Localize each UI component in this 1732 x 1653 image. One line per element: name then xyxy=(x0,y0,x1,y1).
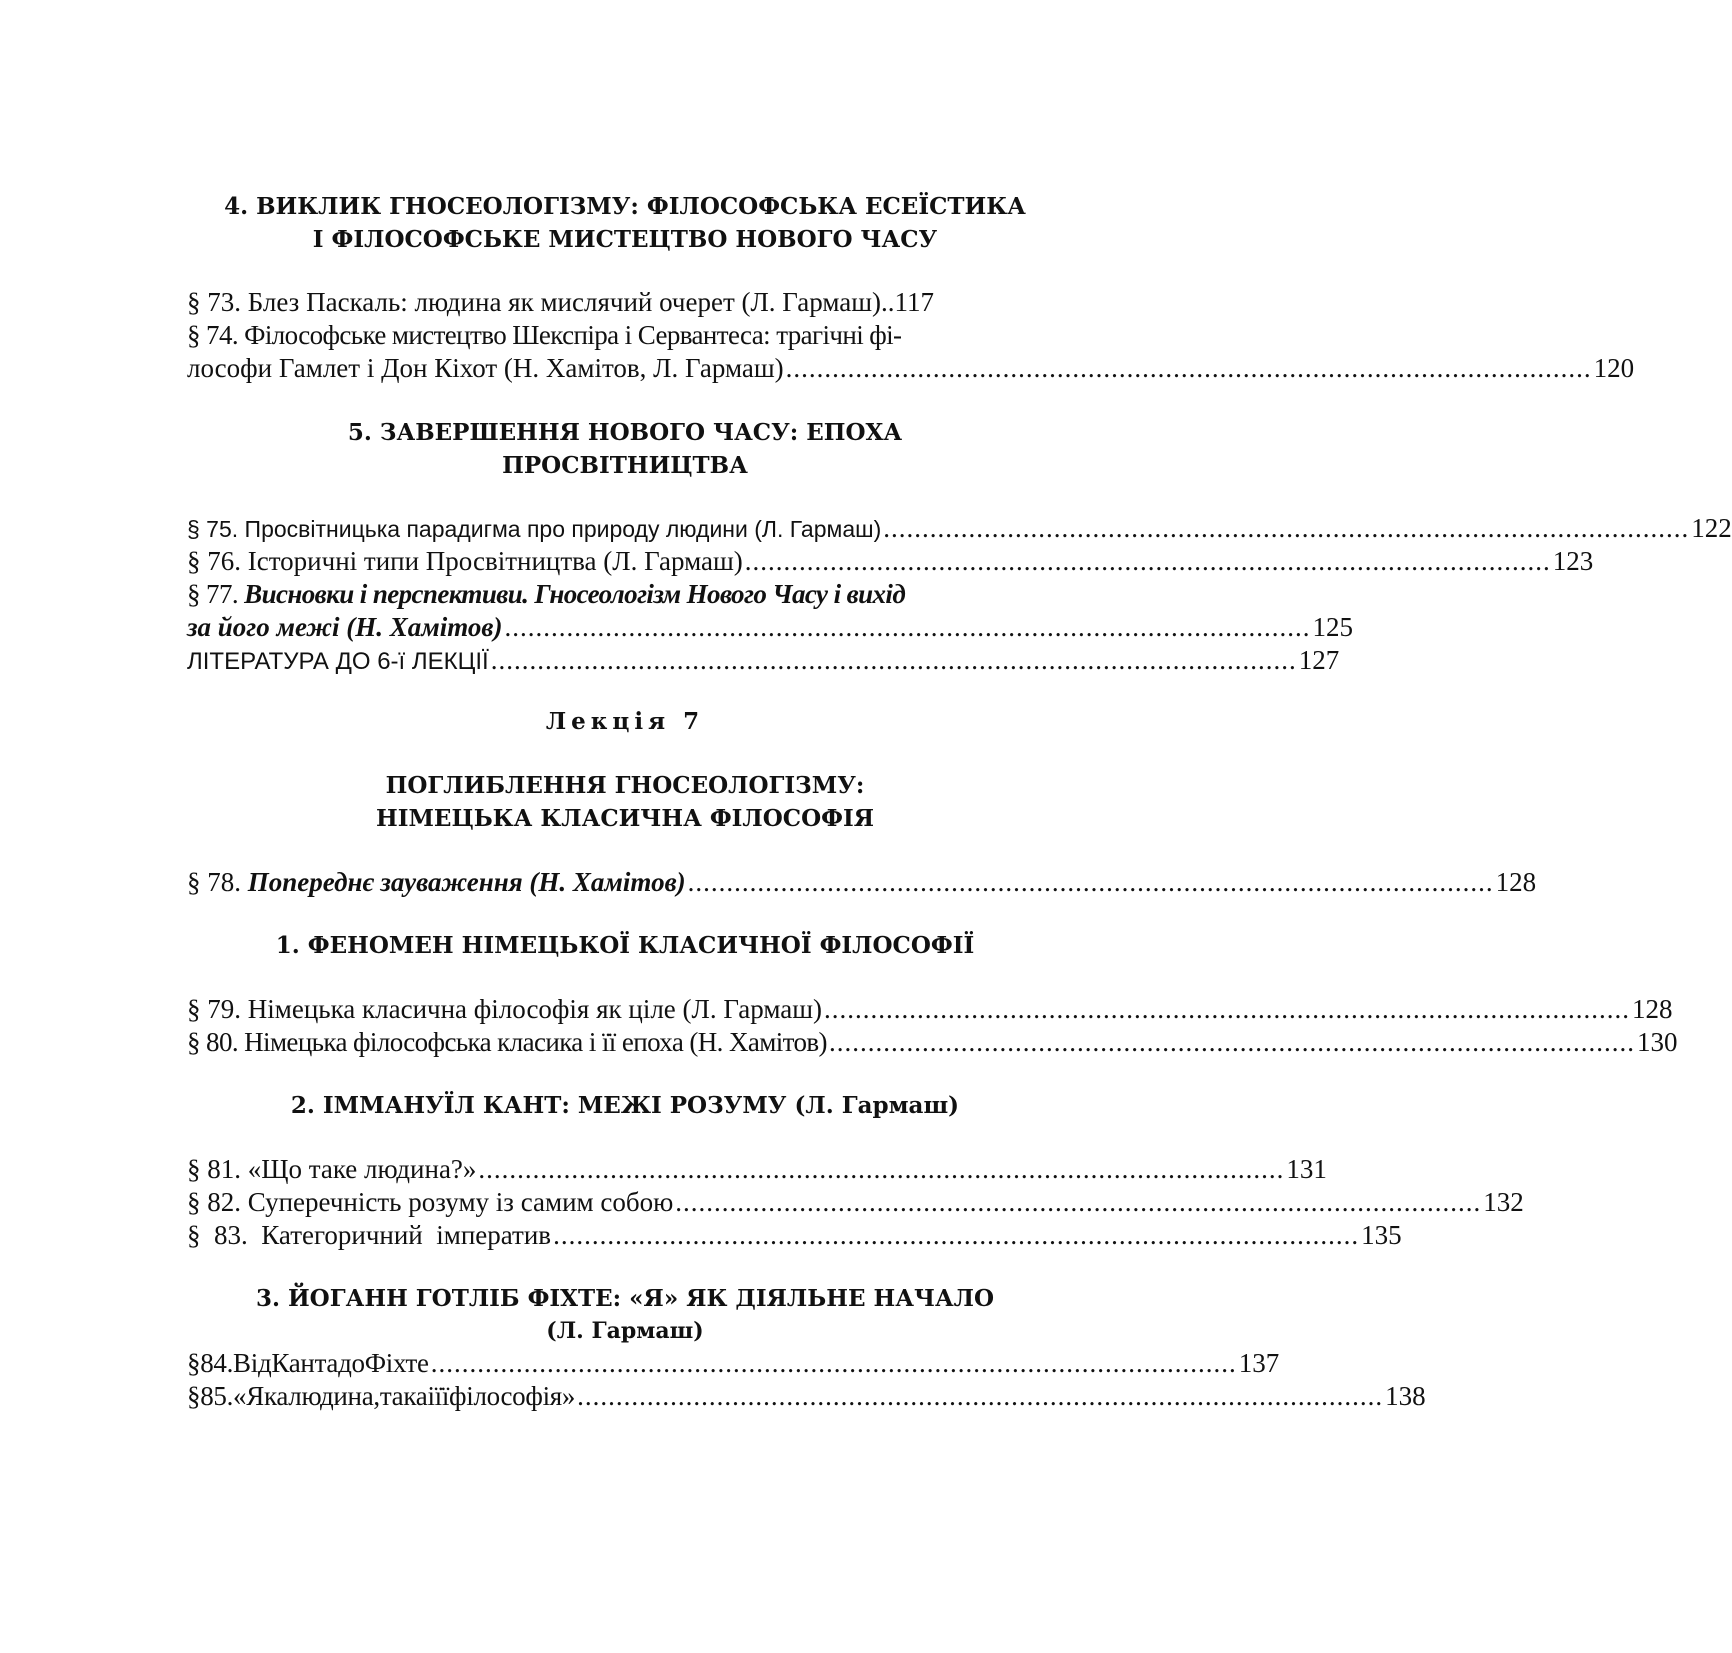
section-heading-5 xyxy=(187,416,1063,482)
section-heading-line: 3. ЙОГАНН ГОТЛІБ ФІХТЕ: «Я» ЯК ДІЯЛЬНЕ НАЧАЛО xyxy=(255,1285,995,1312)
toc-page-number: 122 xyxy=(1691,513,1732,543)
lecture-title-line: НІМЕЦЬКА КЛАСИЧНА ФІЛОСОФІЯ xyxy=(375,805,874,832)
toc-page-number: 132 xyxy=(1483,1187,1524,1217)
toc-page-number: 125 xyxy=(1312,612,1353,642)
toc-entry-title: § 82. Суперечність розуму із самим собою xyxy=(187,1187,674,1217)
toc-entry-83[interactable] xyxy=(187,1219,1402,1252)
toc-entry-title-cont: лософи Гамлет і Дон Кіхот (Н. Хамітов, Л. Гармаш) xyxy=(187,353,784,383)
toc-entry-title: §85.«Якалюдина,такаіїїфілософія» xyxy=(187,1381,576,1411)
toc-leader: ........................................................................................................ xyxy=(687,867,1494,897)
toc-entry-74[interactable] xyxy=(187,319,1635,385)
toc-entry-77[interactable] xyxy=(187,578,1353,644)
toc-page-number: 117 xyxy=(894,287,934,317)
toc-leader: ........................................................................................................ xyxy=(490,645,1297,675)
toc-leader: .. xyxy=(880,287,895,317)
section-heading-7-1 xyxy=(187,929,1063,962)
section-heading-line: 1. ФЕНОМЕН НІМЕЦЬКОЇ КЛАСИЧНОЇ ФІЛОСОФІЇ xyxy=(275,932,975,959)
toc-entry-84[interactable] xyxy=(187,1347,1280,1380)
lecture-label: Лекція 7 xyxy=(545,708,705,735)
toc-entry-title-cont: за його межі (Н. Хамітов) xyxy=(187,612,503,642)
toc-entry-title: § 74. Філософське мистецтво Шекспіра і Сервантеса: трагічні фі- xyxy=(187,320,902,350)
toc-leader: ........................................................................................................ xyxy=(577,1381,1384,1411)
toc-page-number: 120 xyxy=(1593,353,1635,383)
toc-page-number: 131 xyxy=(1286,1154,1327,1184)
toc-entry-82[interactable] xyxy=(187,1186,1524,1219)
toc-entry-title: §84.ВідКантадоФіхте xyxy=(187,1348,429,1378)
lecture-title xyxy=(187,769,1063,835)
toc-entry-prefix: § 78. xyxy=(187,867,248,897)
section-heading-4 xyxy=(187,190,1063,256)
toc-page-number: 127 xyxy=(1298,645,1340,675)
toc-page-number: 135 xyxy=(1361,1220,1402,1250)
toc-entry-76[interactable] xyxy=(187,545,1594,578)
toc-entry-title: Висновки і перспективи. Гносеологізм Нового Часу і вихід xyxy=(244,579,906,609)
section-heading-line: І ФІЛОСОФСЬКЕ МИСТЕЦТВО НОВОГО ЧАСУ xyxy=(312,226,938,253)
toc-page xyxy=(187,0,1732,1653)
toc-entry-81[interactable] xyxy=(187,1153,1327,1186)
section-heading-7-2 xyxy=(187,1089,1063,1122)
section-heading-7-3 xyxy=(187,1282,1063,1348)
toc-page-number: 128 xyxy=(1495,867,1537,897)
toc-page-number: 130 xyxy=(1636,1027,1678,1057)
toc-leader: ........................................................................................................ xyxy=(828,1027,1635,1057)
toc-page-number: 137 xyxy=(1238,1348,1280,1378)
section-heading-line: 5. ЗАВЕРШЕННЯ НОВОГО ЧАСУ: ЕПОХА xyxy=(347,419,903,446)
toc-entry-title: § 83. Категоричний імператив xyxy=(187,1220,552,1250)
toc-leader: ........................................................................................................ xyxy=(553,1220,1360,1250)
toc-leader: ........................................................................................................ xyxy=(785,353,1592,383)
toc-entry-title: § 79. Німецька класична філософія як ціле (Л. Гармаш) xyxy=(187,994,823,1024)
toc-entry-78[interactable] xyxy=(187,866,1537,899)
toc-entry-title: § 80. Німецька філософська класика і її епоха (Н. Хамітов) xyxy=(187,1027,827,1057)
toc-entry-title: § 75. Просвітницька парадигма про природу людини (Л. Гармаш) xyxy=(187,516,882,542)
section-heading-line: (Л. Гармаш) xyxy=(546,1318,704,1344)
toc-entry-literature-6[interactable] xyxy=(187,644,1340,677)
toc-entry-80[interactable] xyxy=(187,1026,1678,1059)
toc-entry-title: § 81. «Що таке людина?» xyxy=(187,1154,477,1184)
toc-entry-title: ЛІТЕРАТУРА ДО 6-ї ЛЕКЦІЇ xyxy=(187,648,489,675)
toc-entry-79[interactable] xyxy=(187,993,1673,1026)
toc-leader: ........................................................................................................ xyxy=(744,546,1551,576)
toc-entry-85[interactable] xyxy=(187,1380,1426,1413)
toc-entry-title: § 76. Історичні типи Просвітництва (Л. Гармаш) xyxy=(187,546,743,576)
toc-leader: ........................................................................................................ xyxy=(883,513,1690,543)
toc-leader: ........................................................................................................ xyxy=(504,612,1311,642)
toc-entry-title: § 73. Блез Паскаль: людина як мислячий очерет (Л. Гармаш) xyxy=(187,287,881,317)
toc-leader: ........................................................................................................ xyxy=(430,1348,1237,1378)
lecture-title-line: ПОГЛИБЛЕННЯ ГНОСЕОЛОГІЗМУ: xyxy=(385,772,865,799)
toc-leader: ........................................................................................................ xyxy=(824,994,1631,1024)
toc-entry-73[interactable] xyxy=(187,286,1063,319)
toc-entry-75[interactable] xyxy=(187,512,1732,545)
section-heading-line: 2. ІММАНУЇЛ КАНТ: МЕЖІ РОЗУМУ (Л. Гармаш) xyxy=(290,1092,960,1119)
toc-entry-prefix: § 77. xyxy=(187,579,245,609)
toc-entry-title: Попереднє зауваження (Н. Хамітов) xyxy=(247,867,686,897)
toc-leader: ........................................................................................................ xyxy=(478,1154,1285,1184)
toc-page-number: 128 xyxy=(1632,994,1673,1024)
toc-leader: ........................................................................................................ xyxy=(675,1187,1482,1217)
section-heading-line: 4. ВИКЛИК ГНОСЕОЛОГІЗМУ: ФІЛОСОФСЬКА ЕСЕЇСТИКА xyxy=(224,193,1026,220)
toc-page-number: 123 xyxy=(1552,546,1594,576)
section-heading-line: ПРОСВІТНИЦТВА xyxy=(502,452,748,479)
toc-page-number: 138 xyxy=(1385,1381,1426,1411)
